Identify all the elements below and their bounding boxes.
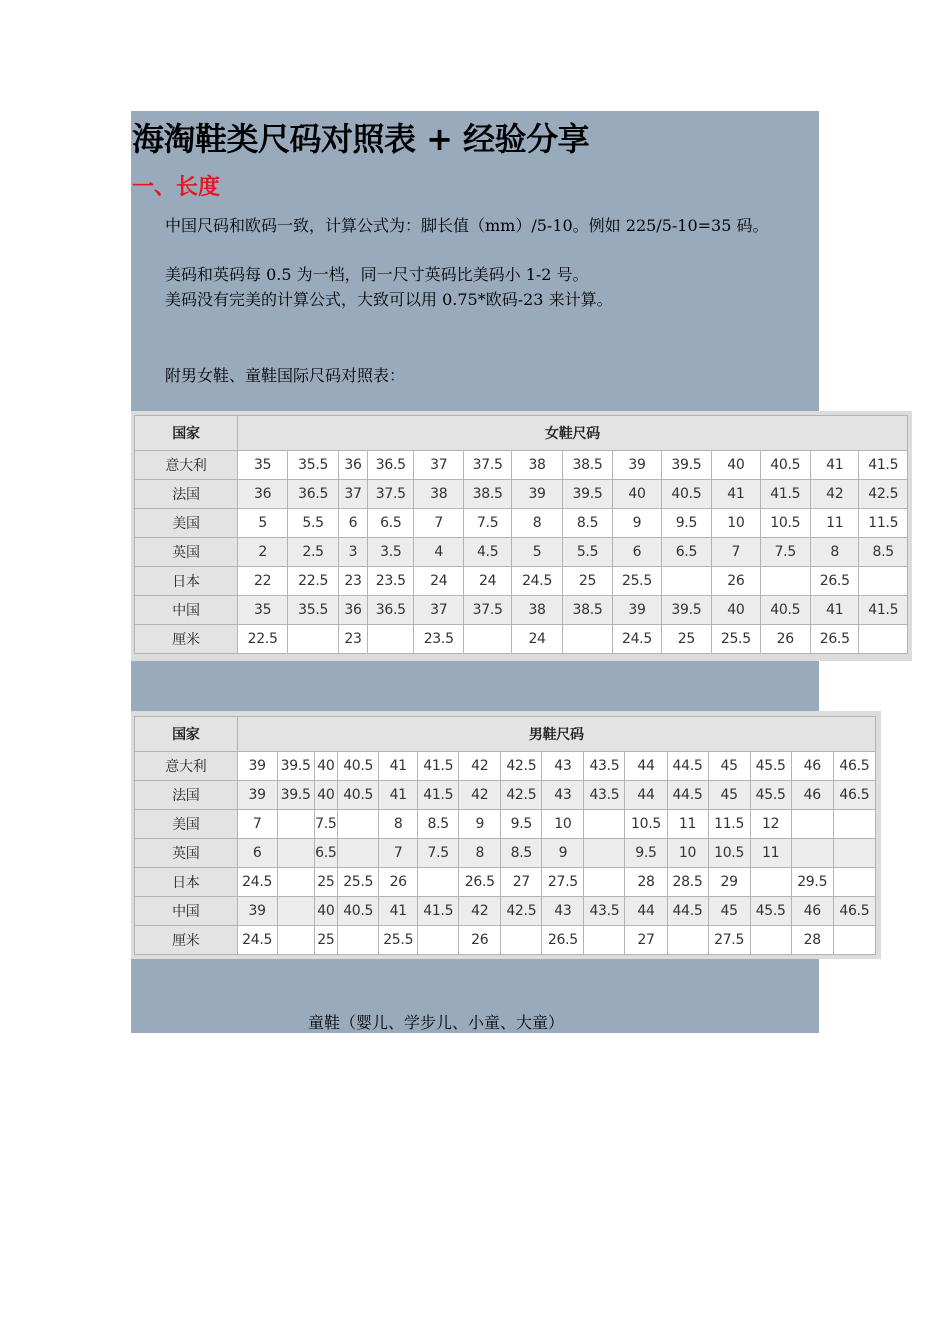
size-cell: 39.5 [661, 451, 711, 480]
size-cell: 42 [459, 781, 501, 810]
size-cell [791, 839, 833, 868]
size-cell: 36 [338, 451, 367, 480]
size-cell: 8.5 [562, 509, 612, 538]
size-cell: 45 [708, 781, 750, 810]
size-cell: 25 [661, 625, 711, 654]
size-cell: 39 [237, 781, 277, 810]
size-cell: 43.5 [584, 897, 625, 926]
size-cell: 39 [237, 752, 277, 781]
size-cell: 40 [712, 451, 760, 480]
size-cell: 11.5 [708, 810, 750, 839]
row-label-country: 法国 [135, 480, 238, 509]
size-cell [760, 567, 810, 596]
section-heading-length: 一、长度 [132, 175, 221, 200]
size-cell: 27.5 [542, 868, 584, 897]
size-cell: 35 [237, 451, 287, 480]
size-cell: 7.5 [418, 839, 459, 868]
paragraph-formula: 中国尺码和欧码一致，计算公式为：脚长值（mm）/5-10。例如 225/5-10=35 码。 [165, 216, 769, 235]
size-cell: 39.5 [661, 596, 711, 625]
size-cell [418, 926, 459, 955]
row-label-country: 厘米 [135, 926, 238, 955]
size-cell: 37 [414, 451, 463, 480]
row-label-country: 英国 [135, 839, 238, 868]
table-row [135, 596, 908, 625]
size-cell [338, 810, 379, 839]
size-cell [859, 625, 908, 654]
size-cell: 26 [712, 567, 760, 596]
size-cell: 40.5 [338, 897, 379, 926]
table-row [135, 897, 876, 926]
size-cell: 43 [542, 897, 584, 926]
row-label-country: 日本 [135, 868, 238, 897]
row-label-country: 美国 [135, 509, 238, 538]
table-header-row [135, 416, 908, 451]
size-cell: 37.5 [368, 480, 414, 509]
table-row [135, 781, 876, 810]
size-cell: 41 [811, 596, 859, 625]
paragraph-us-estimate: 美码没有完美的计算公式，大致可以用 0.75*欧码-23 来计算。 [165, 290, 613, 309]
size-cell: 45.5 [750, 897, 791, 926]
size-cell: 4 [414, 538, 463, 567]
size-cell: 43.5 [584, 752, 625, 781]
row-label-country: 中国 [135, 897, 238, 926]
size-cell: 4.5 [463, 538, 511, 567]
background-panel-middle [131, 658, 819, 711]
size-cell: 22.5 [237, 625, 287, 654]
size-cell: 40.5 [338, 781, 379, 810]
size-cell: 41 [811, 451, 859, 480]
table-row [135, 752, 876, 781]
size-cell: 36.5 [368, 451, 414, 480]
size-cell: 3 [338, 538, 367, 567]
size-cell: 2.5 [288, 538, 338, 567]
size-cell: 24.5 [613, 625, 661, 654]
size-cell: 44.5 [667, 897, 708, 926]
size-cell: 25.5 [613, 567, 661, 596]
size-cell: 41.5 [859, 451, 908, 480]
size-cell: 39 [613, 451, 661, 480]
size-cell: 5 [512, 538, 562, 567]
size-cell: 25.5 [338, 868, 379, 897]
size-cell: 46.5 [833, 752, 875, 781]
size-cell: 44 [625, 897, 667, 926]
men-size-table [134, 716, 876, 955]
size-cell: 40 [314, 781, 338, 810]
size-cell: 9.5 [661, 509, 711, 538]
size-cell: 37.5 [463, 596, 511, 625]
size-cell: 23.5 [414, 625, 463, 654]
size-cell: 39.5 [277, 781, 314, 810]
size-cell: 35 [237, 596, 287, 625]
size-cell: 44 [625, 752, 667, 781]
kids-shoes-caption: 童鞋（婴儿、学步儿、小童、大童） [307, 1013, 564, 1032]
size-cell: 37 [338, 480, 367, 509]
size-cell: 45 [708, 752, 750, 781]
size-cell: 22.5 [288, 567, 338, 596]
table-row [135, 451, 908, 480]
size-cell [833, 839, 875, 868]
size-cell: 10.5 [708, 839, 750, 868]
size-cell: 28 [791, 926, 833, 955]
size-cell: 6.5 [661, 538, 711, 567]
size-cell: 44.5 [667, 781, 708, 810]
size-cell: 26.5 [811, 567, 859, 596]
size-cell: 37 [414, 596, 463, 625]
size-cell: 24.5 [512, 567, 562, 596]
size-cell: 40 [314, 752, 338, 781]
size-cell [833, 810, 875, 839]
size-cell: 42 [459, 752, 501, 781]
size-cell: 46.5 [833, 897, 875, 926]
size-cell: 25 [562, 567, 612, 596]
size-cell [667, 926, 708, 955]
size-cell: 7 [237, 810, 277, 839]
size-cell: 8.5 [501, 839, 542, 868]
size-cell: 6 [237, 839, 277, 868]
size-cell: 26 [459, 926, 501, 955]
size-cell: 24 [414, 567, 463, 596]
size-cell [750, 926, 791, 955]
size-cell: 43 [542, 781, 584, 810]
size-cell: 36 [237, 480, 287, 509]
size-cell: 10.5 [625, 810, 667, 839]
size-cell: 41.5 [760, 480, 810, 509]
table-row [135, 625, 908, 654]
row-label-country: 厘米 [135, 625, 238, 654]
header-country: 国家 [135, 416, 238, 451]
size-cell: 8 [811, 538, 859, 567]
size-cell: 39.5 [562, 480, 612, 509]
size-cell: 23 [338, 625, 367, 654]
size-cell [277, 810, 314, 839]
size-cell: 26 [379, 868, 418, 897]
size-cell: 45.5 [750, 781, 791, 810]
size-cell: 38.5 [463, 480, 511, 509]
row-label-country: 中国 [135, 596, 238, 625]
size-cell [584, 926, 625, 955]
size-cell: 24 [463, 567, 511, 596]
size-cell: 41 [379, 752, 418, 781]
size-cell: 40 [314, 897, 338, 926]
size-cell: 26.5 [811, 625, 859, 654]
size-cell: 45.5 [750, 752, 791, 781]
size-cell: 10 [712, 509, 760, 538]
table-row [135, 810, 876, 839]
size-cell: 6 [613, 538, 661, 567]
size-cell: 7.5 [760, 538, 810, 567]
size-cell [859, 567, 908, 596]
header-women-sizes: 女鞋尺码 [237, 416, 907, 451]
size-cell [750, 868, 791, 897]
size-cell: 36.5 [288, 480, 338, 509]
size-cell: 7 [414, 509, 463, 538]
paragraph-table-intro: 附男女鞋、童鞋国际尺码对照表： [165, 366, 406, 385]
size-cell: 26.5 [459, 868, 501, 897]
size-cell: 41 [379, 897, 418, 926]
size-cell: 42 [811, 480, 859, 509]
size-cell: 41.5 [418, 752, 459, 781]
row-label-country: 英国 [135, 538, 238, 567]
size-cell [338, 926, 379, 955]
size-cell: 27.5 [708, 926, 750, 955]
size-cell: 9 [542, 839, 584, 868]
women-size-table [134, 415, 908, 654]
size-cell: 36 [338, 596, 367, 625]
size-cell: 8 [459, 839, 501, 868]
size-cell: 40.5 [661, 480, 711, 509]
size-cell: 39 [237, 897, 277, 926]
size-cell [501, 926, 542, 955]
size-cell: 41 [379, 781, 418, 810]
size-cell [368, 625, 414, 654]
size-cell: 29.5 [791, 868, 833, 897]
size-cell: 7.5 [314, 810, 338, 839]
header-country: 国家 [135, 717, 238, 752]
table-row [135, 839, 876, 868]
size-cell: 36.5 [368, 596, 414, 625]
size-cell [288, 625, 338, 654]
row-label-country: 法国 [135, 781, 238, 810]
size-cell [277, 897, 314, 926]
size-cell: 28 [625, 868, 667, 897]
size-cell: 41.5 [418, 897, 459, 926]
size-cell: 27 [501, 868, 542, 897]
size-cell: 6.5 [368, 509, 414, 538]
size-cell: 8.5 [859, 538, 908, 567]
size-cell: 24 [512, 625, 562, 654]
size-cell: 35.5 [288, 596, 338, 625]
size-cell: 38 [414, 480, 463, 509]
size-cell: 42.5 [501, 781, 542, 810]
size-cell [584, 810, 625, 839]
size-cell: 39 [512, 480, 562, 509]
size-cell: 40 [712, 596, 760, 625]
size-cell: 38.5 [562, 451, 612, 480]
header-men-sizes: 男鞋尺码 [237, 717, 875, 752]
size-cell [562, 625, 612, 654]
page-title: 海淘鞋类尺码对照表 + 经验分享 [132, 120, 590, 158]
size-cell [791, 810, 833, 839]
size-cell: 8 [379, 810, 418, 839]
size-cell: 24.5 [237, 868, 277, 897]
size-cell: 41.5 [859, 596, 908, 625]
size-cell: 35.5 [288, 451, 338, 480]
size-cell: 7 [379, 839, 418, 868]
size-cell [418, 868, 459, 897]
size-cell: 10.5 [760, 509, 810, 538]
size-cell: 42 [459, 897, 501, 926]
table-row [135, 538, 908, 567]
size-cell: 24.5 [237, 926, 277, 955]
size-cell: 40.5 [760, 596, 810, 625]
size-cell: 38 [512, 451, 562, 480]
size-cell: 38 [512, 596, 562, 625]
size-cell [277, 839, 314, 868]
table-row [135, 480, 908, 509]
size-cell: 5.5 [288, 509, 338, 538]
table-row [135, 509, 908, 538]
size-cell: 45 [708, 897, 750, 926]
row-label-country: 日本 [135, 567, 238, 596]
size-cell: 26.5 [542, 926, 584, 955]
size-cell: 8 [512, 509, 562, 538]
size-cell: 11 [667, 810, 708, 839]
size-cell [584, 839, 625, 868]
size-cell: 43 [542, 752, 584, 781]
size-cell: 44 [625, 781, 667, 810]
row-label-country: 意大利 [135, 752, 238, 781]
size-cell: 5.5 [562, 538, 612, 567]
size-cell: 9 [459, 810, 501, 839]
size-cell: 11.5 [859, 509, 908, 538]
size-cell: 7.5 [463, 509, 511, 538]
size-cell: 25.5 [712, 625, 760, 654]
size-cell [463, 625, 511, 654]
size-cell: 42.5 [501, 897, 542, 926]
size-cell: 46.5 [833, 781, 875, 810]
size-cell: 6 [338, 509, 367, 538]
size-cell: 25 [314, 868, 338, 897]
size-cell: 29 [708, 868, 750, 897]
size-cell: 41.5 [418, 781, 459, 810]
row-label-country: 意大利 [135, 451, 238, 480]
size-cell: 7 [712, 538, 760, 567]
size-cell [833, 868, 875, 897]
paragraph-us-uk: 美码和英码每 0.5 为一档，同一尺寸英码比美码小 1-2 号。 [165, 265, 589, 284]
size-cell [338, 839, 379, 868]
size-cell: 11 [811, 509, 859, 538]
size-cell: 2 [237, 538, 287, 567]
size-cell: 44.5 [667, 752, 708, 781]
size-cell: 10 [667, 839, 708, 868]
size-cell [277, 926, 314, 955]
size-cell: 11 [750, 839, 791, 868]
size-cell: 38.5 [562, 596, 612, 625]
size-cell: 40.5 [338, 752, 379, 781]
size-cell: 46 [791, 897, 833, 926]
size-cell [833, 926, 875, 955]
size-cell: 9.5 [625, 839, 667, 868]
size-cell: 46 [791, 781, 833, 810]
size-cell: 9 [613, 509, 661, 538]
size-cell: 37.5 [463, 451, 511, 480]
size-cell: 25 [314, 926, 338, 955]
size-cell: 6.5 [314, 839, 338, 868]
size-cell: 26 [760, 625, 810, 654]
size-cell: 5 [237, 509, 287, 538]
size-cell: 23.5 [368, 567, 414, 596]
size-cell: 12 [750, 810, 791, 839]
size-cell: 10 [542, 810, 584, 839]
size-cell: 9.5 [501, 810, 542, 839]
size-cell [661, 567, 711, 596]
size-cell: 39.5 [277, 752, 314, 781]
table-row [135, 868, 876, 897]
size-cell: 43.5 [584, 781, 625, 810]
size-cell: 46 [791, 752, 833, 781]
table-header-row [135, 717, 876, 752]
size-cell: 22 [237, 567, 287, 596]
size-cell: 39 [613, 596, 661, 625]
size-cell: 27 [625, 926, 667, 955]
size-cell: 42.5 [859, 480, 908, 509]
size-cell: 41 [712, 480, 760, 509]
size-cell: 8.5 [418, 810, 459, 839]
size-cell: 25.5 [379, 926, 418, 955]
table-row [135, 567, 908, 596]
size-cell [277, 868, 314, 897]
size-cell: 40.5 [760, 451, 810, 480]
table-row [135, 926, 876, 955]
size-cell: 3.5 [368, 538, 414, 567]
size-cell: 23 [338, 567, 367, 596]
size-cell: 40 [613, 480, 661, 509]
row-label-country: 美国 [135, 810, 238, 839]
size-cell: 28.5 [667, 868, 708, 897]
size-cell [584, 868, 625, 897]
size-cell: 42.5 [501, 752, 542, 781]
